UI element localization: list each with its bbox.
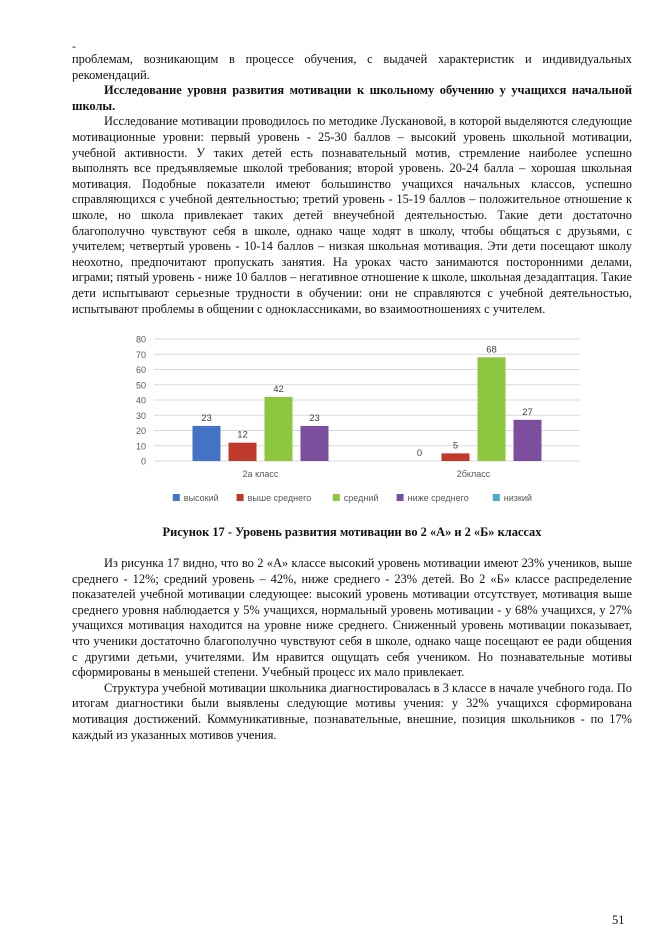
section-heading: Исследование уровня развития мотивации к школьному обучению у учащихся начальной школы. xyxy=(72,83,632,113)
y-tick-label: 50 xyxy=(135,380,146,391)
data-label: 23 xyxy=(201,413,212,425)
legend-entry: средний xyxy=(343,493,379,504)
bar xyxy=(478,357,506,461)
y-tick-label: 40 xyxy=(135,395,146,406)
y-tick-label: 20 xyxy=(135,426,146,437)
paragraph-structure: Структура учебной мотивации школьника диагностировалась в 3 классе в начале учебного года. По итогам диагностики были выявлены следующие мотивы учения: у 32% учащихся сформирована мотивация достижений. Коммуникативные, познавательные, внешние, позиция школьников - по 17% каждый из указанных мотивов учения. xyxy=(72,680,632,742)
category-label: 2а класс xyxy=(242,469,279,480)
data-label: 27 xyxy=(522,406,533,418)
bar xyxy=(265,397,293,461)
data-label: 23 xyxy=(309,413,320,425)
data-label: 5 xyxy=(452,440,459,452)
category-label: 2бкласс xyxy=(456,469,491,480)
document-page xyxy=(72,40,632,743)
legend-entry: выше среднего xyxy=(247,493,312,504)
bar xyxy=(442,453,470,461)
data-label: 0 xyxy=(416,448,423,460)
bar xyxy=(229,443,257,461)
data-label: 12 xyxy=(237,429,248,441)
legend-swatch xyxy=(397,494,404,501)
legend-swatch xyxy=(493,494,500,501)
data-label: 68 xyxy=(486,344,497,356)
bar xyxy=(301,426,329,461)
legend-entry: низкий xyxy=(503,493,532,504)
bar xyxy=(193,426,221,461)
y-tick-label: 30 xyxy=(135,410,146,421)
y-tick-label: 70 xyxy=(135,349,146,360)
legend-entry: ниже среднего xyxy=(407,493,469,504)
data-label: 42 xyxy=(273,384,284,396)
legend-swatch xyxy=(333,494,340,501)
y-tick-label: 0 xyxy=(140,456,146,467)
legend-swatch xyxy=(173,494,180,501)
dash-mark: - xyxy=(72,39,76,53)
page-number: 51 xyxy=(612,913,625,927)
y-tick-label: 80 xyxy=(135,334,146,345)
paragraph-intro: проблемам, возникающим в процессе обучения, с выдачей характеристик и индивидуальных рекомендаций. xyxy=(72,52,632,82)
legend-entry: высокий xyxy=(183,493,219,504)
y-tick-label: 10 xyxy=(135,441,146,452)
chart-canvas xyxy=(114,325,590,511)
paragraph-analysis: Из рисунка 17 видно, что во 2 «А» классе высокий уровень мотивации имеют 23% учеников, выше среднего - 12%; средний уровень – 42%, ниже среднего - 23% детей. Во 2 «Б» классе распределение показателей учебной мотивации следующее: высокий уровень мотивации отсутствует, мотивация выше среднего уровня наблюдается у 5% учащихся, нормальный уровень мотивации - у 68% учащихся, у 27% учащихся мотивация находится на уровне ниже среднего. Сниженный уровень мотивации показывает, что ученики достаточно благополучно чувствуют себя в школе, однако чаще посещают ее ради общения с другими детьми, учителями. Им нравится ощущать себя учеником. Но познавательные мотивы сформированы в меньшей степени. Учебный процесс их мало привлекает. xyxy=(72,556,632,680)
figure-caption: Рисунок 17 - Уровень развития мотивации во 2 «А» и 2 «Б» классах xyxy=(162,525,542,540)
motivation-bar-chart xyxy=(114,325,590,511)
y-tick-label: 60 xyxy=(135,365,146,376)
paragraph-method: Исследование мотивации проводилось по методике Лускановой, в которой выделяются следующие мотивационные уровни: первый уровень - 25-30 баллов – высокий уровень школьной мотивации, учебной активности. У таких детей есть познавательный мотив, стремление наиболее успешно выполнять все предъявляемые школой требования; второй уровень. 20-24 балла – хорошая школьная мотивация. Подобные показатели имеют большинство учащихся начальных классов, успешно справляющихся с учебной деятельностью; третий уровень - 15-19 баллов – положительное отношение к школе, но школа привлекает таких детей внеучебной деятельностью. Такие дети достаточно благополучно чувствуют себя в школе, однако чаще ходят в школу, чтобы общаться с друзьями, с учителем; четвертый уровень - 10-14 баллов – низкая школьная мотивация. Эти дети посещают школу неохотно, предпочитают пропускать занятия. На уроках часто занимаются посторонними делами, играми; пятый уровень - ниже 10 баллов – негативное отношение к школе, школьная дезадаптация. Такие дети испытывают серьезные трудности в обучении: они не справляются с учебной деятельностью, испытывают проблемы в общении с одноклассниками, во взаимоотношениях с учителем. xyxy=(72,114,632,316)
legend-swatch xyxy=(237,494,244,501)
bar xyxy=(514,420,542,461)
